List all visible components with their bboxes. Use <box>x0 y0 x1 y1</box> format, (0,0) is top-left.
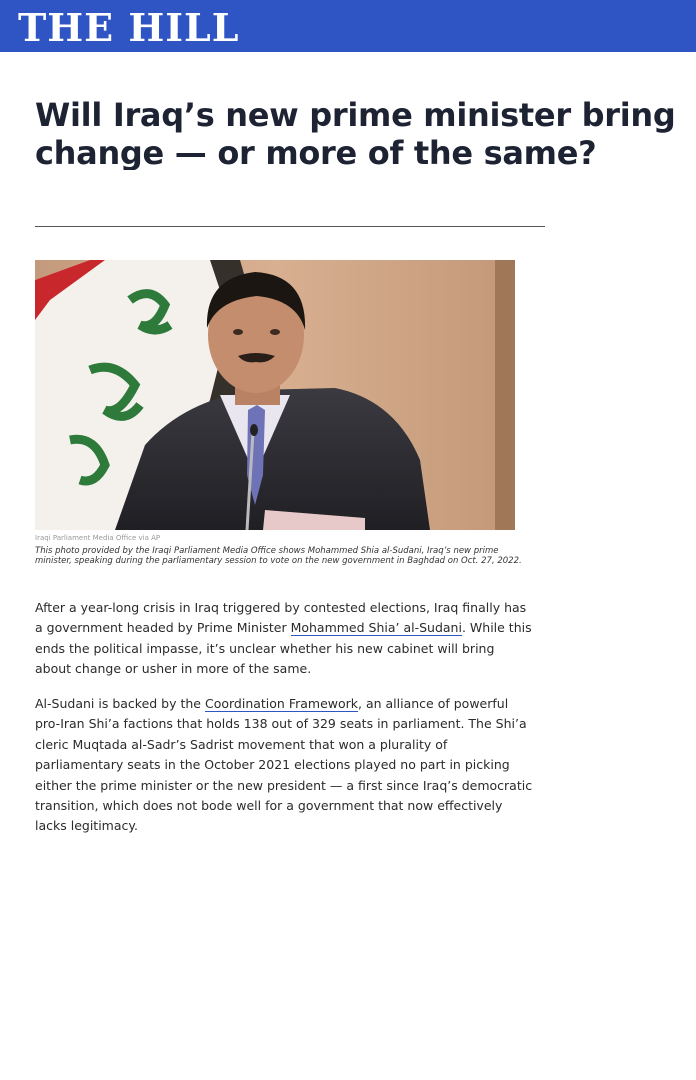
paragraph-text: Al-Sudani is backed by the <box>35 696 205 711</box>
article-paragraph-2 <box>35 694 533 837</box>
article-paragraph-1 <box>35 598 533 680</box>
photo-credit: Iraqi Parliament Media Office via AP <box>35 534 161 542</box>
site-header <box>0 0 696 52</box>
article-photo <box>35 260 515 530</box>
paragraph-text: . While this ends the political impasse, it’s unclear whether his new cabinet will bring about change or usher in more of the same. <box>35 620 532 677</box>
headline-divider <box>35 226 545 227</box>
paragraph-text: , an alliance of powerful pro-Iran Shi’a factions that holds 138 out of 329 seats in parliament. The Shi’a cleric Muqtada al-Sadr’s Sadrist movement that won a plurality of parliamentary seats in the October 2021 elections played no part in picking either the prime minister or the new president — a first since Iraq’s democratic transition, which does not bode well for a government that now effectively lacks legitimacy. <box>35 696 533 834</box>
photo-illustration <box>35 260 515 530</box>
article-headline: Will Iraq’s new prime minister bring change — or more of the same? <box>35 96 676 170</box>
link-mohammed-shia-al-sudani[interactable]: Mohammed Shia’ al-Sudani <box>290 620 462 636</box>
link-coordination-framework[interactable]: Coordination Framework <box>204 696 359 711</box>
photo-caption: This photo provided by the Iraqi Parliament Media Office shows Mohammed Shia al-Sudani, Iraq’s new prime minister, speaking during the parliamentary session to vote on the new government in Baghdad on Oct. 27, 2022. <box>35 546 522 566</box>
site-logo[interactable]: THE HILL <box>18 5 240 50</box>
paragraph-text: After a year-long crisis in Iraq triggered by contested elections, Iraq finally has a government headed by Prime Minister <box>35 600 527 636</box>
